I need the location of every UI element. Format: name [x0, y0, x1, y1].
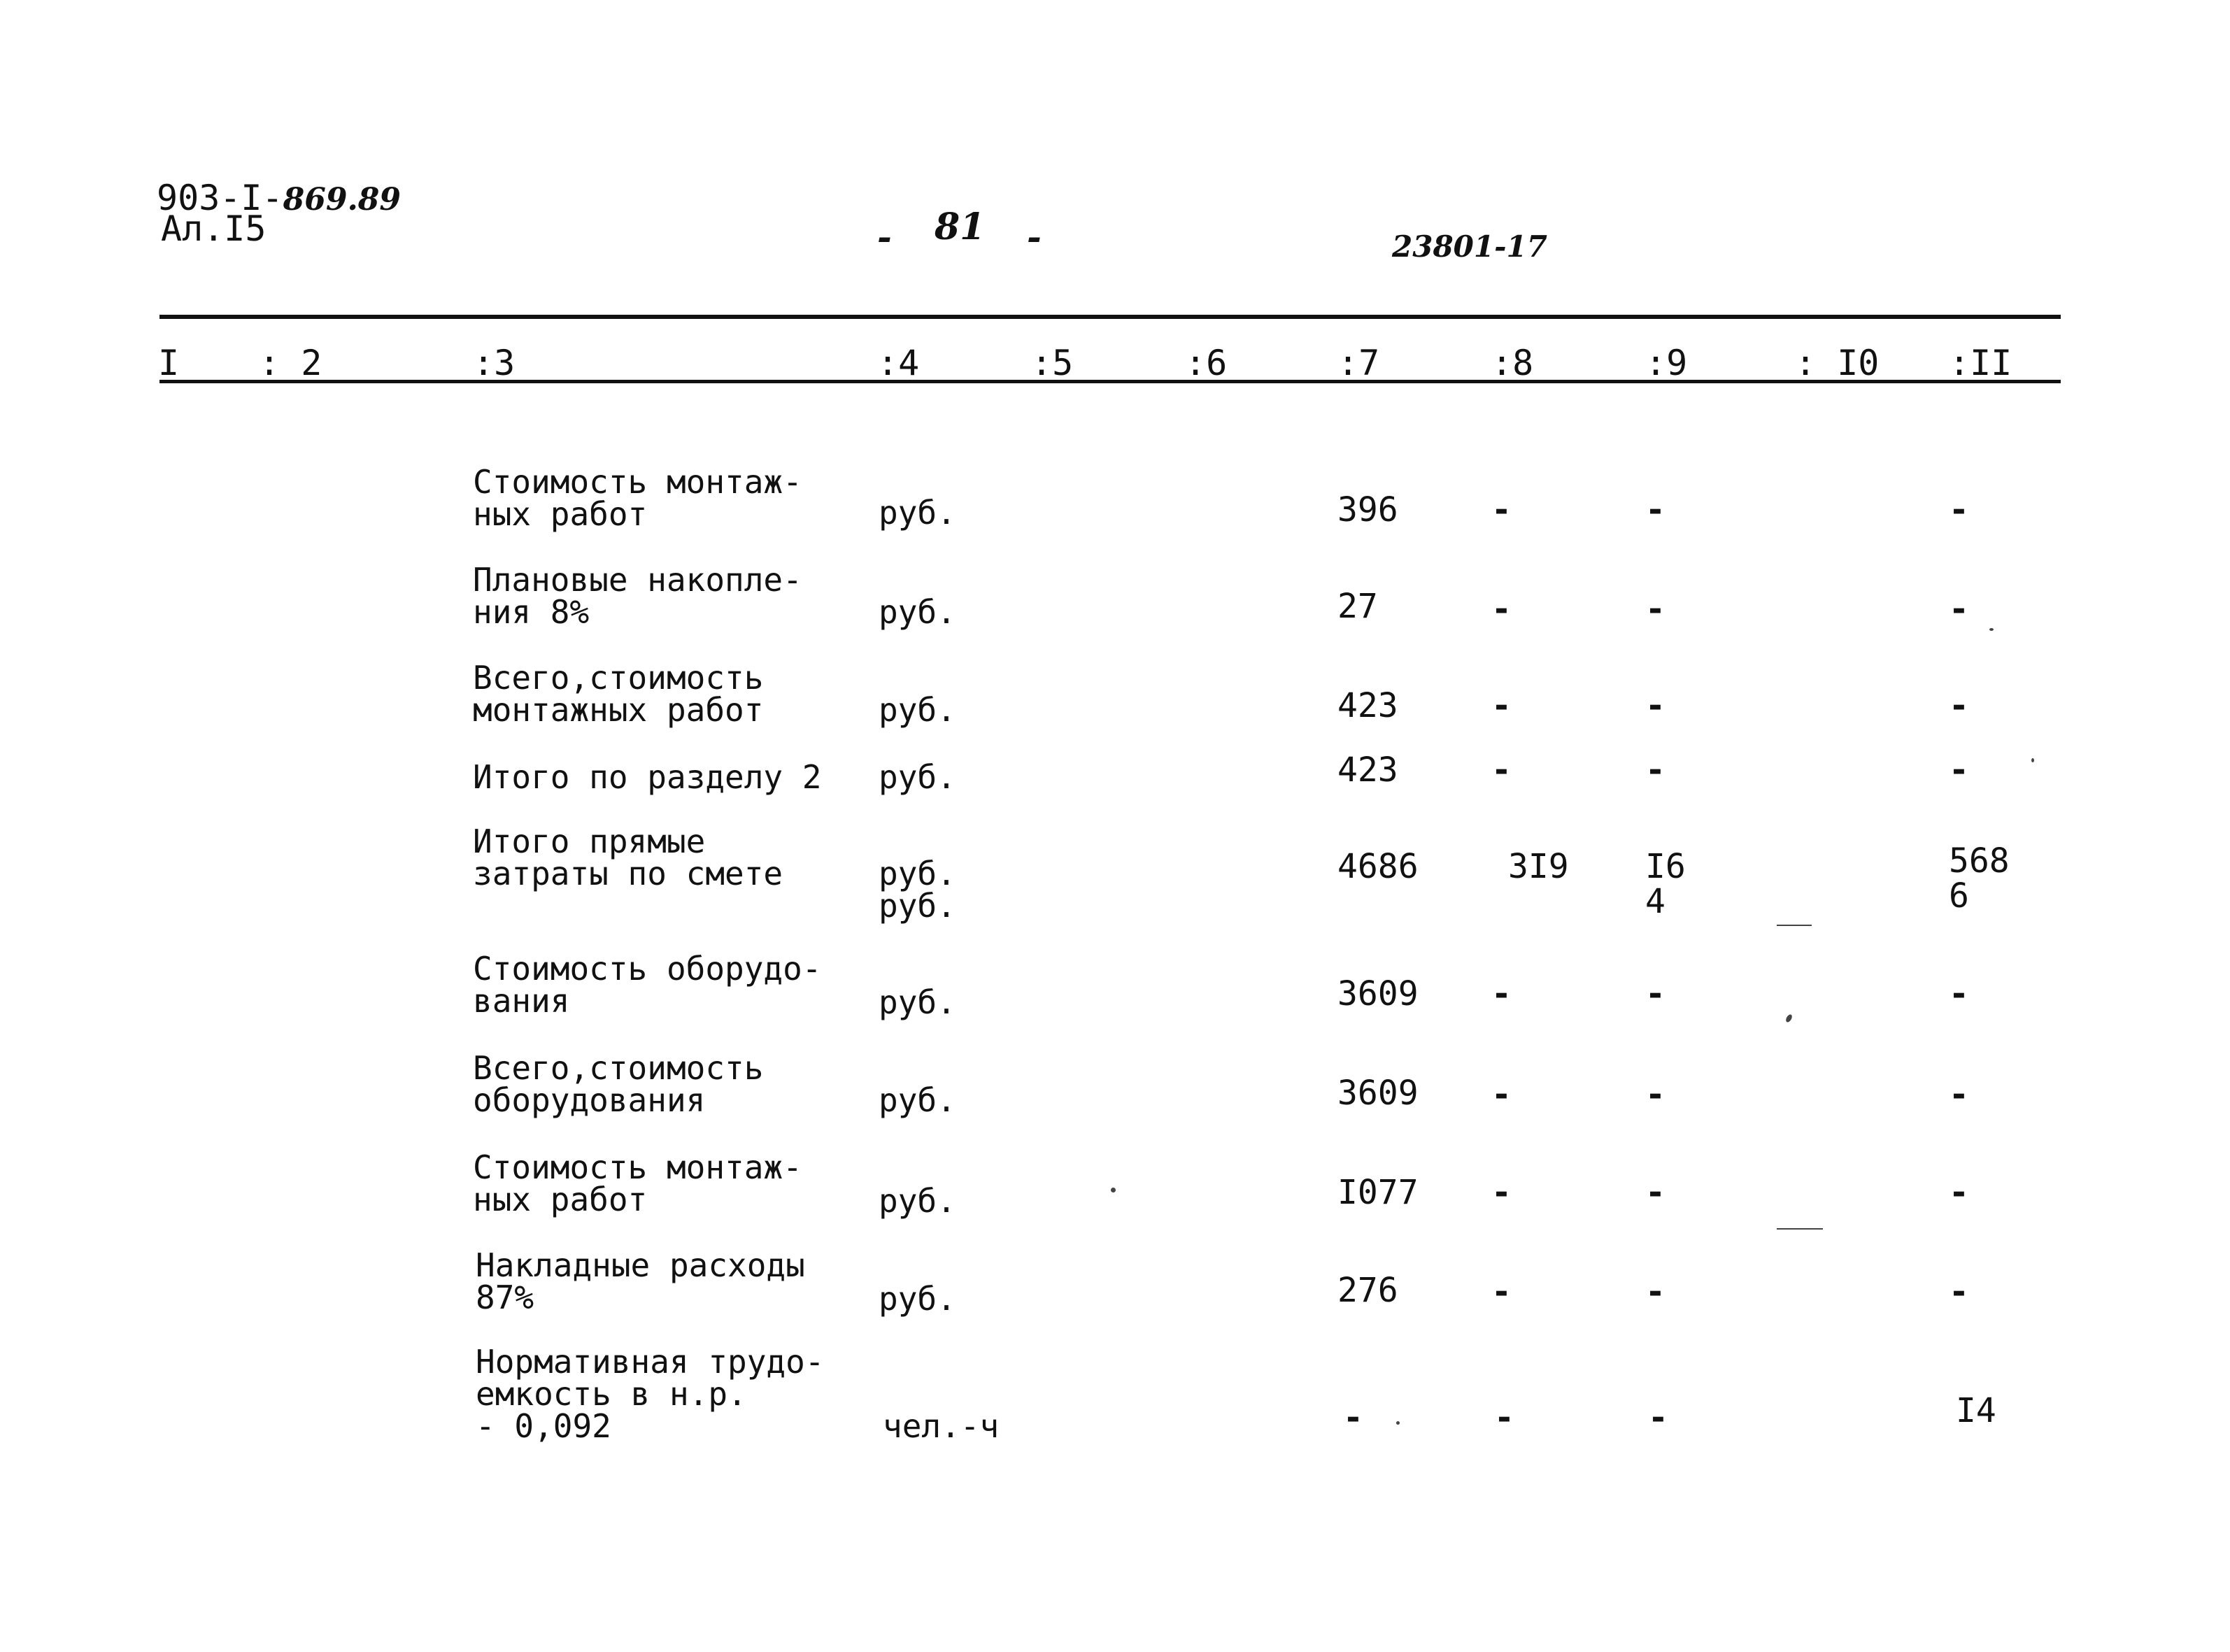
row-value-col9: -: [1645, 1173, 1666, 1212]
row-value-col8: -: [1491, 1173, 1512, 1212]
column-header-6: :6: [1185, 343, 1228, 383]
row-value-col7: 27: [1337, 587, 1378, 626]
row-unit: руб.: [879, 593, 956, 631]
row-value-col11: -: [1949, 1173, 1969, 1212]
stamp-number: 23801-17: [1392, 229, 1547, 264]
row-value-col11: 568 6: [1949, 841, 2010, 916]
row-value-col9: -: [1645, 686, 1666, 725]
row-unit: руб.: [879, 1081, 956, 1119]
row-unit: руб.: [879, 983, 956, 1021]
row-value-col11: -: [1949, 686, 1969, 725]
column-header-2: : 2: [259, 343, 322, 383]
page-dash-right: -: [1027, 216, 1042, 257]
row-description: Стоимость оборудо- вания: [473, 950, 822, 1020]
row-description: Итого прямые затраты по смете: [473, 823, 783, 892]
column-header-8: :8: [1491, 343, 1534, 383]
row-value-col8: -: [1491, 1075, 1512, 1114]
row-value-col8: -: [1494, 1398, 1514, 1437]
header-rule: [159, 380, 2061, 383]
row-description: Стоимость монтаж- ных работ: [473, 1148, 802, 1218]
scan-speck: [1784, 1013, 1793, 1023]
document-code-handwritten: 869.89: [283, 182, 402, 218]
row-value-col7: I077: [1337, 1173, 1419, 1212]
column-header-3: :3: [473, 343, 516, 383]
row-description: Стоимость монтаж- ных работ: [473, 463, 802, 533]
scan-speck: [1777, 925, 1812, 926]
row-value-col8: -: [1491, 590, 1512, 629]
row-value-col9: -: [1645, 1075, 1666, 1114]
scan-speck: [1396, 1421, 1400, 1425]
row-description: Всего,стоимость оборудования: [473, 1049, 764, 1119]
column-header-5: :5: [1031, 343, 1074, 383]
row-description: Плановые накопле- ния 8%: [473, 561, 802, 631]
scan-speck: [1111, 1188, 1116, 1192]
row-value-col11: -: [1949, 974, 1969, 1013]
row-description: Накладные расходы 87%: [476, 1246, 805, 1316]
row-unit: руб.: [879, 1280, 956, 1318]
row-value-col9: I6 4: [1645, 847, 1686, 921]
row-value-col7: 3609: [1337, 1074, 1419, 1113]
row-description: Итого по разделу 2: [473, 758, 822, 796]
column-header-11: :II: [1949, 343, 2012, 383]
row-value-col7: -: [1343, 1398, 1363, 1437]
row-value-col9: -: [1645, 590, 1666, 629]
row-unit: руб.: [879, 494, 956, 532]
scan-speck: [1989, 628, 1994, 631]
row-value-col9: -: [1645, 974, 1666, 1013]
page-number: 81: [935, 206, 986, 248]
row-value-col9: -: [1645, 750, 1666, 790]
row-value-col8: -: [1491, 686, 1512, 725]
top-rule: [159, 315, 2061, 319]
column-header-10: : I0: [1795, 343, 1880, 383]
row-description: Всего,стоимость монтажных работ: [473, 659, 764, 729]
row-unit: руб.: [879, 758, 956, 796]
scan-speck: [2031, 758, 2034, 762]
column-header-1: I: [158, 343, 180, 383]
column-header-4: :4: [877, 343, 920, 383]
page-dash-left: -: [877, 216, 892, 257]
row-value-col11: -: [1949, 750, 1969, 790]
row-value-col8: -: [1491, 490, 1512, 529]
row-value-col7: 276: [1337, 1271, 1398, 1310]
row-value-col11: -: [1949, 490, 1969, 529]
row-value-col8: -: [1491, 974, 1512, 1013]
scan-speck: [1777, 1228, 1823, 1230]
row-value-col9: -: [1645, 490, 1666, 529]
row-value-col7: 396: [1337, 490, 1398, 529]
row-unit: руб. руб.: [879, 855, 956, 925]
row-value-col11: -: [1949, 1272, 1969, 1311]
row-value-col8: 3I9: [1508, 847, 1569, 886]
row-value-col7: 3609: [1337, 974, 1419, 1013]
row-value-col7: 423: [1337, 750, 1398, 790]
row-value-col7: 423: [1337, 686, 1398, 725]
row-value-col11: I4: [1956, 1391, 1996, 1430]
row-description: Нормативная трудо- емкость в н.р. - 0,092: [476, 1343, 825, 1445]
row-value-col8: -: [1491, 1272, 1512, 1311]
column-header-9: :9: [1645, 343, 1688, 383]
row-value-col8: -: [1491, 750, 1512, 790]
sheet-label: Ал.I5: [161, 208, 267, 249]
row-value-col7: 4686: [1337, 847, 1419, 886]
row-unit: руб.: [879, 1182, 956, 1220]
column-header-7: :7: [1337, 343, 1380, 383]
row-unit: руб.: [879, 691, 956, 729]
document-code-printed: 903-I-: [157, 178, 283, 218]
row-value-col9: -: [1648, 1398, 1668, 1437]
row-value-col9: -: [1645, 1272, 1666, 1311]
row-value-col11: -: [1949, 1075, 1969, 1114]
row-unit: чел.-ч: [883, 1407, 1000, 1445]
row-value-col11: -: [1949, 590, 1969, 629]
